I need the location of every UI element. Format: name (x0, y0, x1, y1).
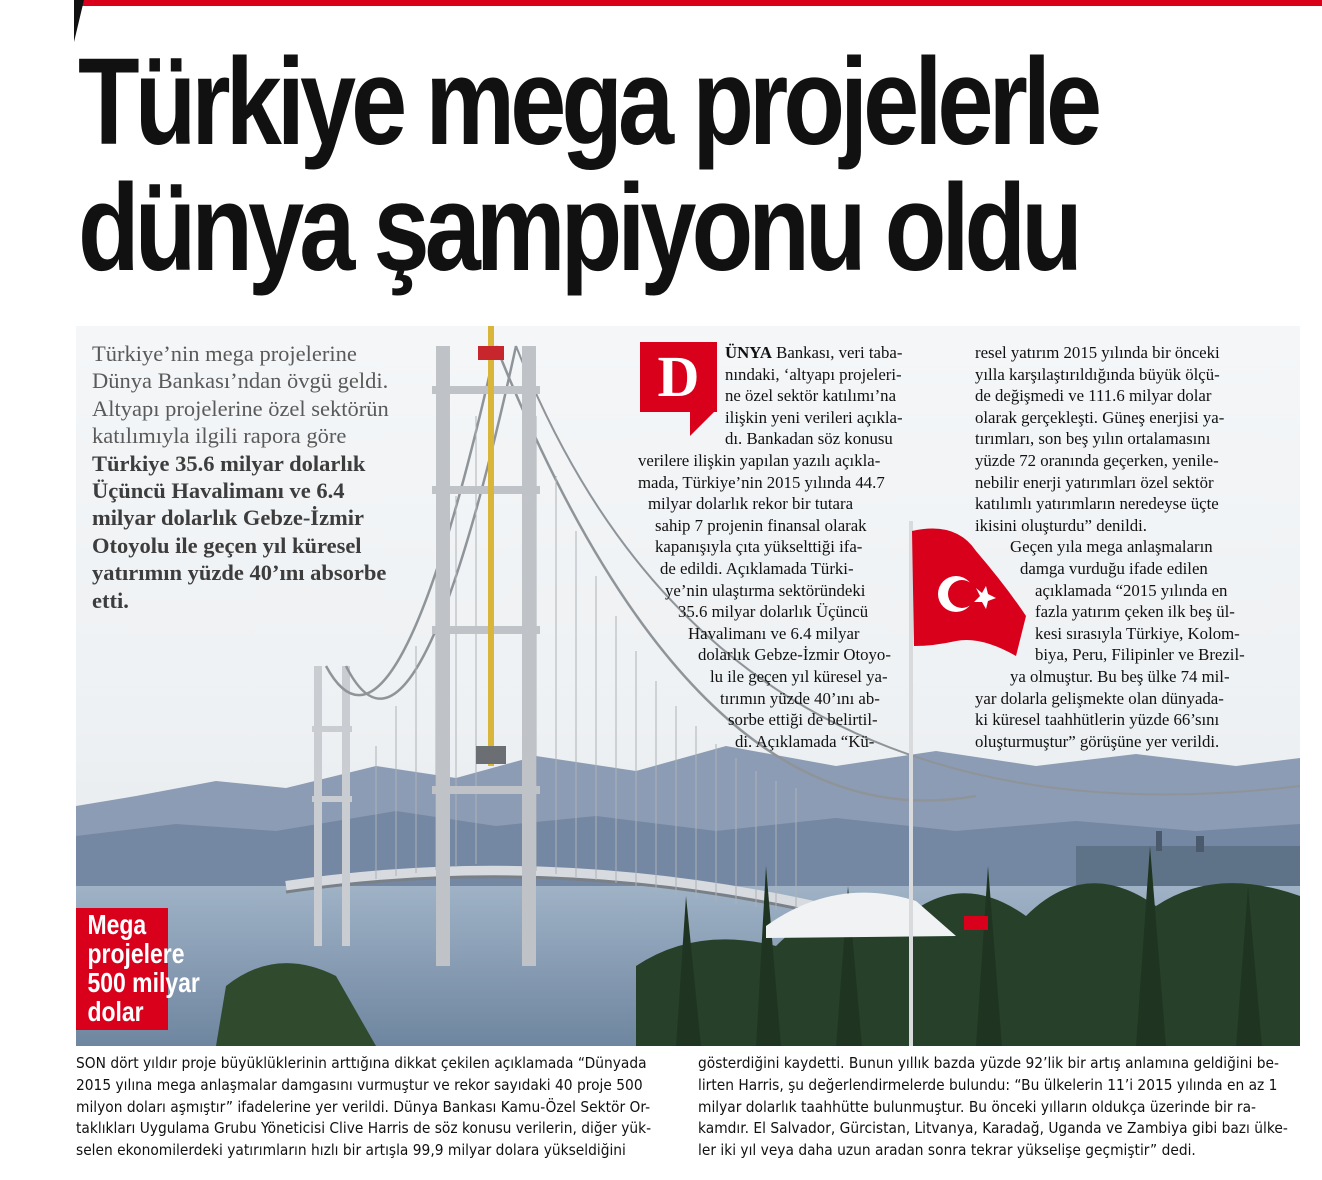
article-line: katılımlı yatırımların neredeyse üçte (975, 494, 1219, 514)
article-line-text: dı. Bankadan söz konusu (725, 429, 893, 449)
article-line: resel yatırım 2015 yılında bir önceki (975, 343, 1220, 362)
bottom-line: SON dört yıldır proje büyüklüklerinin arttığına dikkat çekilen açıklamada “Dünyada (76, 1054, 647, 1072)
top-accent-bar (76, 0, 1322, 6)
article-line (655, 515, 867, 537)
article-line (735, 731, 874, 753)
bottom-line: milyar dolarlık taahhütte bulunmuştur. Bu önceki yılların oldukça üzerinde bir ra- (698, 1097, 1257, 1116)
article-line (725, 428, 893, 450)
bottom-line: selen ekonomilerdeki yatırımların hızlı bir artışla 99,9 milyar dolara yükseldiğini (76, 1141, 626, 1160)
article-line-text: Havalimanı ve 6.4 milyar (688, 623, 860, 643)
bottom-line: 2015 yılına mega anlaşmalar damgasını vurmuştur ve rekor sayıdaki 40 proje 500 (76, 1075, 643, 1094)
bottom-paragraph-right (698, 1053, 1322, 1162)
article-line (725, 342, 902, 364)
article-line-text: de edildi. Açıklamada Türki- (660, 559, 854, 578)
article-line (638, 472, 885, 494)
article-line (648, 493, 853, 515)
article-line: biya, Peru, Filipinler ve Brezil- (1035, 645, 1245, 665)
article-line: damga vurduğu ifade edilen (1020, 559, 1208, 578)
article-line: Geçen yıla mega anlaşmaların (1010, 537, 1213, 557)
article-line: oluşturmuştur” görüşüne yer verildi. (975, 731, 1220, 751)
article-line-text: kapanışıyla çıta yükselttiği ifa- (655, 537, 863, 557)
article-line-text: lu ile geçen yıl küresel ya- (710, 667, 888, 686)
drop-cap-tail (690, 410, 716, 436)
lead-paragraph (92, 340, 402, 614)
drop-cap: D (640, 342, 717, 412)
article-line: yar dolarla gelişmekte olan dünyada- (975, 688, 1224, 708)
article-line (725, 407, 903, 429)
article-line-text: tırımın yüzde 40’ını ab- (720, 688, 880, 708)
bottom-line: lirten Harris, şu değerlendirmelerde bulundu: “Bu ülkelerin 11’i 2015 yılında en az 1 (698, 1075, 1278, 1094)
caption-line-1: Mega (87, 909, 147, 940)
article-line-text: mada, Türkiye’nin 2015 yılında 44.7 (638, 472, 885, 492)
bottom-paragraph-left (76, 1053, 701, 1162)
article-line-text: milyar dolarlık rekor bir tutara (648, 494, 854, 514)
article-line: kesi sırasıyla Türkiye, Kolom- (1035, 623, 1240, 643)
article-line-text: verilere ilişkin yapılan yazılı açıkla- (638, 451, 881, 470)
article-line: tırımları, son beş yılın ortalamasını (975, 429, 1211, 449)
bottom-line: gösterdiğini kaydetti. Bunun yıllık bazda yüzde 92’lik bir artış anlamına geldiğini be- (698, 1054, 1279, 1072)
article-line (725, 385, 896, 407)
article-line-text: ye’nin ulaştırma sektöründeki (665, 580, 866, 600)
headline-line-1: Türkiye mega projelerle (78, 34, 1098, 171)
bottom-line: ler iki yıl veya daha uzun aradan sonra tekrar yükselişe geçmiştir” dedi. (698, 1141, 1196, 1160)
headline-line-2: dünya şampiyonu oldu (78, 160, 1078, 297)
article-line: fazla yatırım çeken ilk beş ül- (1035, 602, 1235, 622)
article-line (725, 364, 902, 386)
caption-line-2: projelere (87, 938, 185, 969)
article-line-text: sorbe ettiği de belirtil- (728, 710, 878, 730)
bottom-line: kamdır. El Salvador, Gürcistan, Litvanya, Karadağ, Uganda ve Zambiya gibi bazı ülke- (698, 1119, 1288, 1138)
article-line: yılla karşılaştırıldığında büyük ölçü- (975, 364, 1220, 384)
article-line: nebilir enerji yatırımları özel sektör (975, 472, 1214, 492)
article-line-text: Bankası, veri taba- (771, 343, 903, 362)
article-line-text: di. Açıklamada “Kü- (735, 731, 875, 751)
article-line (665, 580, 865, 602)
caption-line-3: 500 milyar (87, 967, 200, 998)
article-line-text: dolarlık Gebze-İzmir Otoyo- (698, 645, 891, 665)
article-line: açıklamada “2015 yılında en (1035, 580, 1228, 600)
article-line-text: sahip 7 projenin finansal olarak (655, 515, 867, 535)
article-line: ya olmuştur. Bu beş ülke 74 mil- (1010, 667, 1230, 686)
article-line-text: 35.6 milyar dolarlık Üçüncü (678, 602, 869, 622)
lead-bold: Türkiye 35.6 milyar dolarlık Üçüncü Havalimanı ve 6.4 milyar dolarlık Gebze-İzmir Otoyolu ile geçen yıl küresel yatırımın yüzde 40’ını absorbe etti. (92, 450, 387, 613)
photo-caption-label (76, 908, 200, 1030)
article-line (660, 558, 854, 580)
article-line (728, 709, 878, 731)
article-line (710, 666, 888, 688)
article-line (720, 688, 880, 710)
caption-line-4: dolar (87, 996, 144, 1027)
article-line (678, 601, 868, 623)
bottom-line: taklıkları Uygulama Grubu Yöneticisi Clive Harris de söz konusu verilerin, diğer yük- (76, 1119, 652, 1138)
article-line: ikisini oluşturdu” denildi. (975, 515, 1147, 535)
article-line-text: ne özel sektör katılımı’na (725, 386, 897, 406)
article-line (688, 623, 860, 645)
article-lead-word: ÜNYA (725, 343, 772, 362)
article-line: de değişmedi ve 111.6 milyar dolar (975, 386, 1212, 406)
article-line (698, 644, 891, 666)
bottom-line: milyon doları aşmıştır” ifadelerine yer verildi. Dünya Bankası Kamu-Özel Sektör Or- (76, 1097, 651, 1116)
article-line: ki küresel taahhütlerin yüzde 66’sını (975, 710, 1220, 730)
headline (78, 34, 1098, 297)
article-line: yüzde 72 oranında geçerken, yenile- (975, 451, 1219, 470)
lead-intro: Türkiye’nin mega projelerine Dünya Bankası’ndan övgü geldi. Altyapı projelerine özel sektörün katılımıyla ilgili rapora göre (92, 341, 389, 449)
article-line (638, 450, 880, 472)
article-line-text: ilişkin yeni verileri açıkla- (725, 407, 903, 427)
article-line (655, 536, 862, 558)
article-line: olarak gerçekleşti. Güneş enerjisi ya- (975, 407, 1225, 427)
article-line-text: nındaki, ‘altyapı projeleri- (725, 364, 902, 384)
